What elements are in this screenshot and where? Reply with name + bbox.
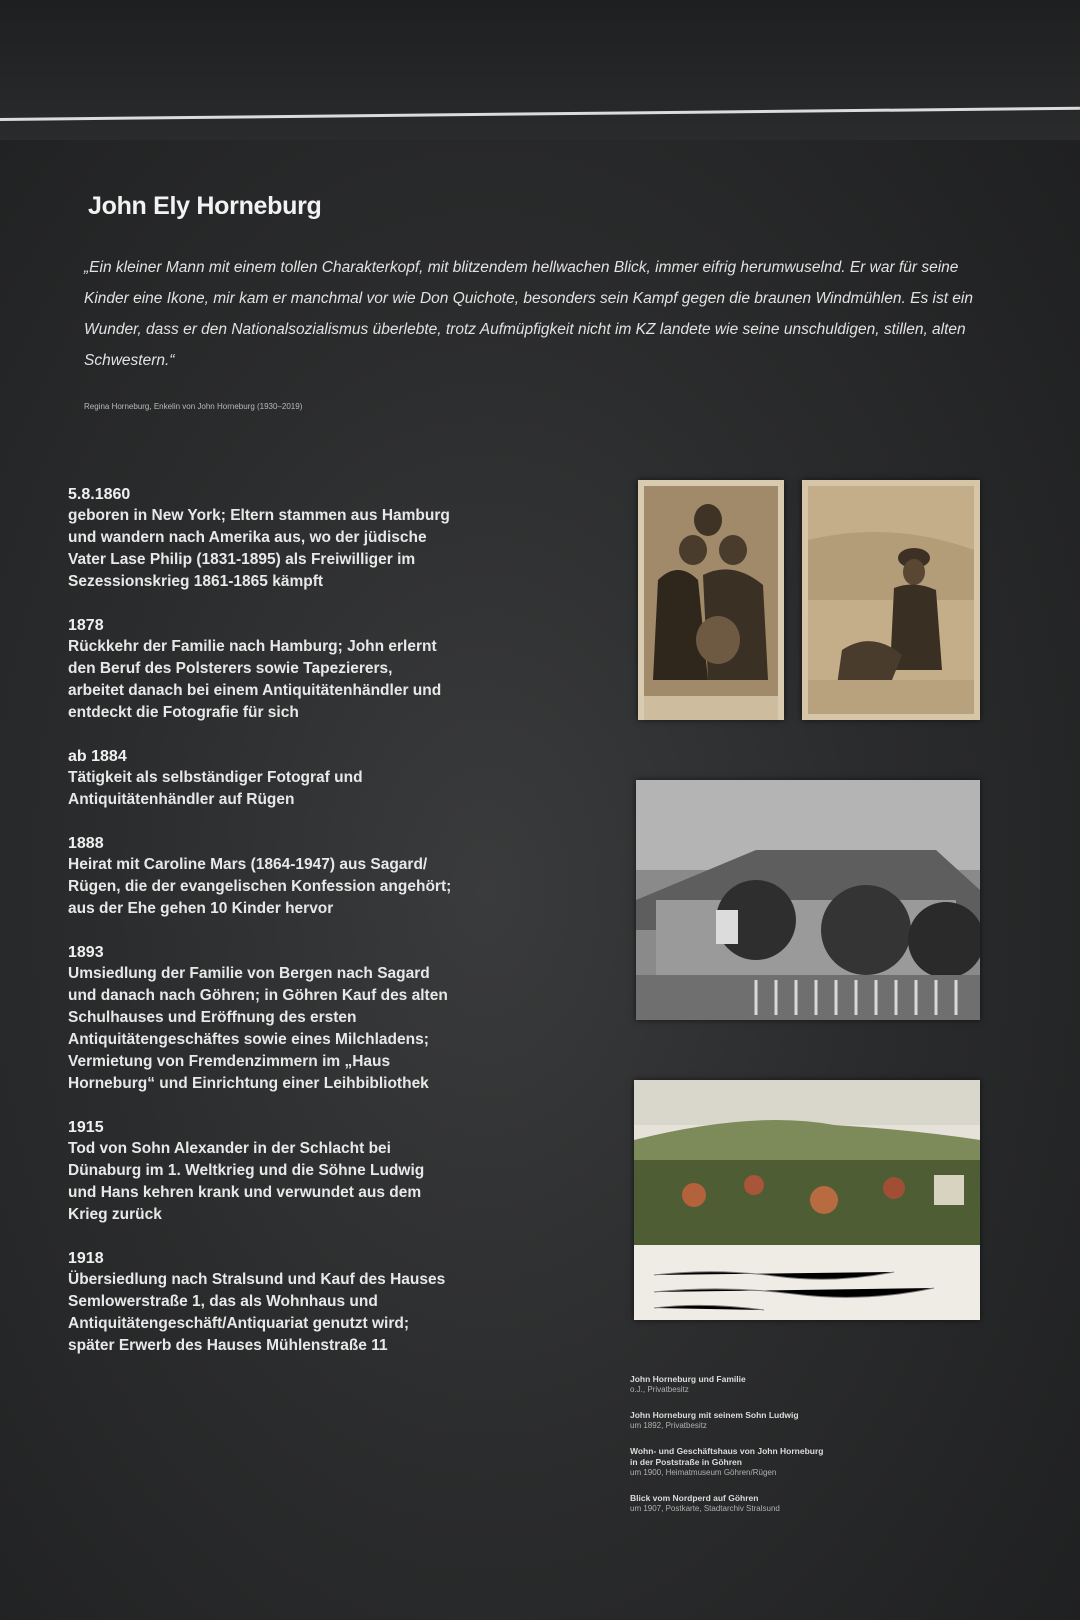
caption-source: o.J., Privatbesitz — [630, 1385, 689, 1394]
timeline-text: Tätigkeit als selbständiger Fotograf und Antiquitätenhändler auf Rügen — [68, 769, 363, 808]
timeline-text: Heirat mit Caroline Mars (1864-1947) aus Sagard/ Rügen, die der evangelischen Konfession angehört; aus der Ehe gehen 10 Kinder hervor — [68, 856, 452, 917]
quote-text: „Ein kleiner Mann mit einem tollen Charakterkopf, mit blitzendem hellwachen Blick, immer eifrig herumwuselnd. Er war für seine Kinder eine Ikone, mir kam er manchmal vor wie Don Quichote, besonders sein Kampf gegen die braunen Windmühlen. Es ist ein Wunder, dass er den Nationalsozialismus überlebte, trotz Aufmüpfigkeit nicht im KZ landete wie seine unschuldigen, stillen, alten Schwestern.“ — [84, 259, 973, 369]
timeline-text: Rückkehr der Familie nach Hamburg; John erlernt den Beruf des Polsterers sowie Tapezierers, arbeitet danach bei einem Antiquitätenhändler und entdeckt die Fotografie für sich — [68, 638, 442, 721]
timeline-text: geboren in New York; Eltern stammen aus Hamburg und wandern nach Amerika aus, wo der jüdische Vater Lase Philip (1831-1895) als Freiwilliger im Sezessionskrieg 1861-1865 kämpft — [68, 507, 450, 590]
caption-title: John Horneburg mit seinem Sohn Ludwig — [630, 1410, 799, 1420]
photo-house-goehren — [636, 780, 980, 1020]
photo-caption — [630, 1410, 890, 1431]
quote-source: Regina Horneburg, Enkelin von John Horneburg (1930–2019) — [84, 402, 303, 411]
caption-title: Blick vom Nordperd auf Göhren — [630, 1493, 759, 1503]
caption-title: John Horneburg und Familie — [630, 1374, 746, 1384]
timeline-text: Umsiedlung der Familie von Bergen nach Sagard und danach nach Göhren; in Göhren Kauf des alten Schulhauses und Eröffnung des ersten Antiquitätengeschäftes sowie eines Milchladens; Vermietung von Fremdenzimmern im „Haus Horneburg“ und Einrichtung einer Leihbibliothek — [68, 965, 448, 1092]
timeline — [68, 484, 528, 1379]
timeline-year: 1888 — [68, 835, 104, 852]
caption-source: um 1907, Postkarte, Stadtarchiv Stralsund — [630, 1504, 780, 1513]
page-title: John Ely Horneburg — [88, 192, 322, 220]
timeline-year: ab 1884 — [68, 748, 127, 765]
timeline-year: 1878 — [68, 617, 104, 634]
photo-postcard-goehren — [634, 1080, 980, 1320]
timeline-text: Übersiedlung nach Stralsund und Kauf des Hauses Semlowerstraße 1, das als Wohnhaus und Antiquitätengeschäft/Antiquariat genutzt wird; später Erwerb des Hauses Mühlenstraße 11 — [68, 1271, 446, 1354]
timeline-year: 1918 — [68, 1250, 104, 1267]
timeline-year: 1893 — [68, 944, 104, 961]
timeline-text: Tod von Sohn Alexander in der Schlacht bei Dünaburg im 1. Weltkrieg und die Söhne Ludwig und Hans kehren krank und verwundet aus dem Krieg zurück — [68, 1140, 425, 1223]
timeline-entry — [68, 484, 528, 593]
photo-family-portrait — [638, 480, 784, 720]
caption-source: um 1900, Heimatmuseum Göhren/Rügen — [630, 1468, 777, 1477]
photo-captions — [630, 1374, 890, 1529]
timeline-entry — [68, 1248, 528, 1357]
caption-title: Wohn- und Geschäftshaus von John Horneburg in der Poststraße in Göhren — [630, 1446, 824, 1467]
timeline-year: 1915 — [68, 1119, 104, 1136]
timeline-entry — [68, 942, 528, 1095]
caption-source: um 1892, Privatbesitz — [630, 1421, 707, 1430]
photo-caption — [630, 1493, 890, 1514]
timeline-entry — [68, 746, 528, 811]
timeline-entry — [68, 1117, 528, 1226]
photo-caption — [630, 1446, 890, 1478]
timeline-entry — [68, 833, 528, 920]
timeline-year: 5.8.1860 — [68, 486, 131, 503]
photo-john-with-son — [802, 480, 980, 720]
photo-caption — [630, 1374, 890, 1395]
timeline-entry — [68, 615, 528, 724]
